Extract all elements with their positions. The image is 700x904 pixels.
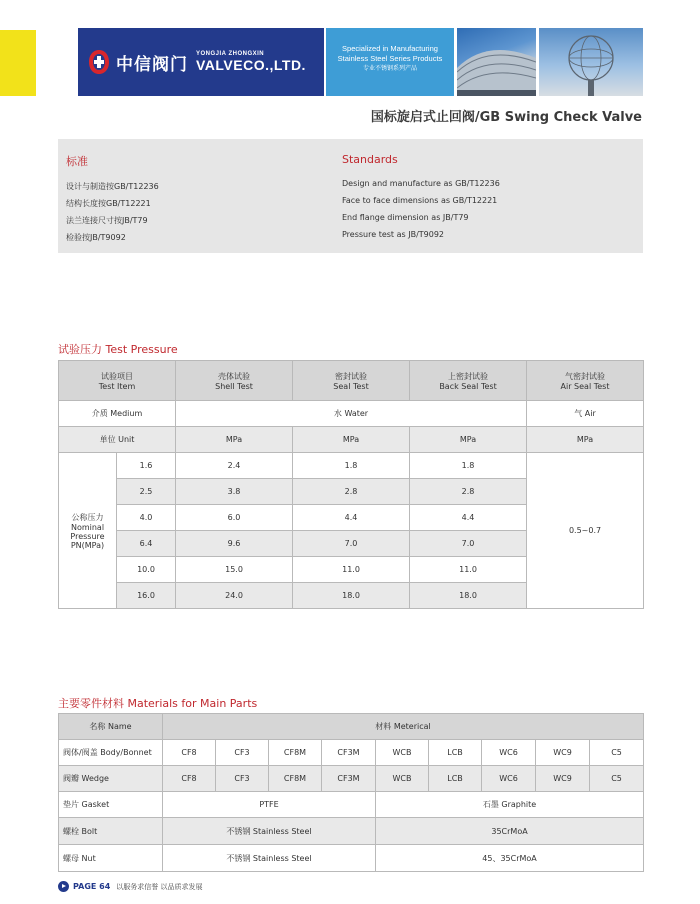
table-row bbox=[59, 845, 644, 872]
unit-value: MPa bbox=[176, 427, 293, 453]
header-shell-test: 壳体试验 Shell Test bbox=[176, 361, 293, 401]
table-row bbox=[59, 401, 644, 427]
brand-banner bbox=[78, 28, 324, 96]
standard-line: 设计与制造按GB/T12236 bbox=[66, 182, 159, 191]
globe-photo bbox=[539, 28, 643, 96]
grade-cell: LCB bbox=[429, 766, 482, 792]
brand-name-en: VALVECO.,LTD. bbox=[196, 57, 306, 73]
grade-cell: CF3M bbox=[322, 740, 376, 766]
header-test-item: 试验项目 Test Item bbox=[59, 361, 176, 401]
gasket-stainless: PTFE bbox=[163, 792, 376, 818]
table-row bbox=[59, 740, 644, 766]
standards-en-column bbox=[342, 153, 500, 243]
grade-cell: WC6 bbox=[482, 766, 536, 792]
grade-cell: C5 bbox=[590, 740, 644, 766]
standard-line: End flange dimension as JB/T79 bbox=[342, 213, 469, 222]
standards-heading-en: Standards bbox=[342, 153, 398, 166]
back-seal-value: 18.0 bbox=[410, 583, 527, 609]
back-seal-value: 4.4 bbox=[410, 505, 527, 531]
nut-label: 螺母 Nut bbox=[59, 845, 163, 872]
play-arrow-icon bbox=[58, 881, 69, 892]
grade-cell: WCB bbox=[376, 766, 429, 792]
medium-label: 介质 Medium bbox=[59, 401, 176, 427]
shell-value: 6.0 bbox=[176, 505, 293, 531]
standard-line: 法兰连接尺寸按JB/T79 bbox=[66, 216, 148, 225]
table-row bbox=[59, 453, 644, 479]
table-row bbox=[59, 818, 644, 845]
tagline-box bbox=[326, 28, 454, 96]
shell-value: 15.0 bbox=[176, 557, 293, 583]
table-row bbox=[59, 792, 644, 818]
standard-line: Pressure test as JB/T9092 bbox=[342, 230, 445, 239]
tagline-line-2: Stainless Steel Series Products bbox=[337, 54, 443, 63]
globe-sculpture-illustration bbox=[539, 28, 643, 96]
pn-value: 1.6 bbox=[117, 453, 176, 479]
brand-pinyin: YONGJIA ZHONGXIN bbox=[196, 51, 265, 57]
standards-panel bbox=[58, 139, 643, 253]
gasket-carbon: 石墨 Graphite bbox=[376, 792, 644, 818]
air-seal-value: 0.5~0.7 bbox=[527, 453, 644, 609]
standard-line: Face to face dimensions as GB/T12221 bbox=[342, 196, 498, 205]
pn-value: 4.0 bbox=[117, 505, 176, 531]
bolt-carbon: 35CrMoA bbox=[376, 818, 644, 845]
unit-label: 单位 Unit bbox=[59, 427, 176, 453]
table-header-row bbox=[59, 714, 644, 740]
unit-value: MPa bbox=[410, 427, 527, 453]
standard-line: Design and manufacture as GB/T12236 bbox=[342, 179, 500, 188]
materials-table bbox=[58, 713, 644, 872]
table-row bbox=[59, 427, 644, 453]
seal-value: 2.8 bbox=[293, 479, 410, 505]
standard-line: 结构长度按GB/T12221 bbox=[66, 199, 151, 208]
gasket-label: 垫片 Gasket bbox=[59, 792, 163, 818]
accent-tab bbox=[0, 30, 36, 96]
header-name: 名称 Name bbox=[59, 714, 163, 740]
grade-cell: WC6 bbox=[482, 740, 536, 766]
grade-cell: WC9 bbox=[536, 766, 590, 792]
seal-value: 4.4 bbox=[293, 505, 410, 531]
shell-value: 24.0 bbox=[176, 583, 293, 609]
standard-line: 检验按JB/T9092 bbox=[66, 233, 126, 242]
seal-value: 18.0 bbox=[293, 583, 410, 609]
shell-value: 9.6 bbox=[176, 531, 293, 557]
grade-cell: CF8M bbox=[269, 740, 322, 766]
tagline-line-1: Specialized in Manufacturing bbox=[342, 44, 438, 53]
pn-value: 2.5 bbox=[117, 479, 176, 505]
medium-air: 气 Air bbox=[527, 401, 644, 427]
test-pressure-title: 试验压力 Test Pressure bbox=[58, 343, 178, 356]
grade-cell: WCB bbox=[376, 740, 429, 766]
medium-water: 水 Water bbox=[176, 401, 527, 427]
nominal-pressure-label: 公称压力 Nominal Pressure PN(MPa) bbox=[59, 453, 117, 609]
standards-heading-cn: 标准 bbox=[66, 155, 88, 168]
grade-cell: CF8 bbox=[163, 766, 216, 792]
grade-cell: CF3 bbox=[216, 766, 269, 792]
table-row bbox=[59, 766, 644, 792]
brand-name-cn: 中信阀门 bbox=[116, 54, 188, 75]
pn-value: 16.0 bbox=[117, 583, 176, 609]
grade-cell: CF3M bbox=[322, 766, 376, 792]
seal-value: 7.0 bbox=[293, 531, 410, 557]
header-back-seal-test: 上密封试验 Back Seal Test bbox=[410, 361, 527, 401]
tagline-line-3: 专业不锈钢系列产品 bbox=[362, 66, 417, 72]
building-photo bbox=[457, 28, 536, 96]
back-seal-value: 7.0 bbox=[410, 531, 527, 557]
header-air-seal-test: 气密封试验 Air Seal Test bbox=[527, 361, 644, 401]
bolt-label: 螺栓 Bolt bbox=[59, 818, 163, 845]
header-seal-test: 密封试验 Seal Test bbox=[293, 361, 410, 401]
seal-value: 1.8 bbox=[293, 453, 410, 479]
page-title: 国标旋启式止回阀/GB Swing Check Valve bbox=[370, 110, 642, 125]
company-logo-icon bbox=[88, 49, 110, 75]
seal-value: 11.0 bbox=[293, 557, 410, 583]
grade-cell: C5 bbox=[590, 766, 644, 792]
grade-cell: CF8 bbox=[163, 740, 216, 766]
back-seal-value: 2.8 bbox=[410, 479, 527, 505]
body-bonnet-label: 阀体/阀盖 Body/Bonnet bbox=[59, 740, 163, 766]
wedge-label: 阀瓣 Wedge bbox=[59, 766, 163, 792]
grade-cell: LCB bbox=[429, 740, 482, 766]
page-footer bbox=[58, 881, 203, 892]
nut-stainless: 不锈钢 Stainless Steel bbox=[163, 845, 376, 872]
table-header-row bbox=[59, 361, 644, 401]
pn-value: 10.0 bbox=[117, 557, 176, 583]
test-pressure-table bbox=[58, 360, 644, 609]
standards-cn-column bbox=[66, 153, 159, 246]
footer-slogan: 以服务求信誉 以品质求发展 bbox=[116, 882, 203, 891]
unit-value: MPa bbox=[527, 427, 644, 453]
header-material: 材料 Meterical bbox=[163, 714, 644, 740]
grade-cell: CF8M bbox=[269, 766, 322, 792]
bolt-stainless: 不锈钢 Stainless Steel bbox=[163, 818, 376, 845]
nut-carbon: 45、35CrMoA bbox=[376, 845, 644, 872]
shell-value: 3.8 bbox=[176, 479, 293, 505]
building-illustration bbox=[457, 28, 536, 96]
unit-value: MPa bbox=[293, 427, 410, 453]
materials-title: 主要零件材料 Materials for Main Parts bbox=[58, 697, 258, 710]
pn-value: 6.4 bbox=[117, 531, 176, 557]
back-seal-value: 1.8 bbox=[410, 453, 527, 479]
grade-cell: WC9 bbox=[536, 740, 590, 766]
page-number: PAGE 64 bbox=[73, 882, 111, 891]
grade-cell: CF3 bbox=[216, 740, 269, 766]
shell-value: 2.4 bbox=[176, 453, 293, 479]
back-seal-value: 11.0 bbox=[410, 557, 527, 583]
